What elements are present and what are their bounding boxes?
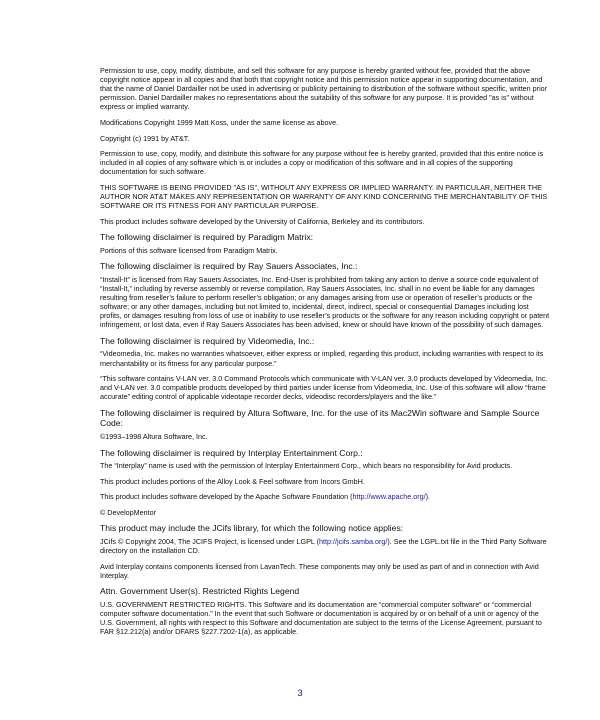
- ray-sauers-heading: The following disclaimer is required by Ray Sauers Associates, Inc.:: [100, 261, 358, 272]
- jcifs-paragraph: [100, 537, 550, 555]
- government-heading: Attn. Government User(s). Restricted Rights Legend: [100, 586, 300, 597]
- att-permission-paragraph: Permission to use, copy, modify, and distribute this software for any purpose without fee is hereby granted, provided that this entire notice is included in all copies of any software which is or includes a copy or modification of this software and in all copies of the supporting documentation for such software.: [100, 149, 544, 177]
- videomedia-warranty-paragraph: “Videomedia, Inc. makes no warranties whatsoever, either express or implied, regarding this product, including warranties with respect to its merchantability or its fitness for any particular purpose.”: [100, 349, 544, 368]
- videomedia-vlan-paragraph: “This software contains V-LAN ver. 3.0 Command Protocols which communicate with V-LAN ver. 3.0 products developed by Videomedia, Inc. and V-LAN ver. 3.0 compatible products developed by third parties under license from Videomedia, Inc. Use of this software will allow “frame accurate” editing control of applicable videotape recorder decks, videodisc recorders/players and the like.”: [100, 374, 548, 402]
- apache-paragraph: [100, 492, 550, 501]
- paradigm-heading: The following disclaimer is required by Paradigm Matrix:: [100, 232, 314, 243]
- legal-notices-page: [100, 66, 550, 643]
- jcifs-heading: This product may include the JCifs library, for which the following notice applies:: [100, 523, 404, 534]
- att-copyright-paragraph: Copyright (c) 1991 by AT&T.: [100, 133, 190, 143]
- interplay-paragraph: The “Interplay” name is used with the permission of Interplay Entertainment Corp., which bears no responsibility for Avid products.: [100, 461, 513, 471]
- alloy-paragraph: This product includes portions of the Alloy Look & Feel software from Incors GmbH.: [100, 476, 365, 486]
- lavantech-paragraph: Avid Interplay contains components licensed from LavanTech. These components may only be used as part of and in connection with Avid Interplay.: [100, 561, 539, 580]
- videomedia-heading: The following disclaimer is required by Videomedia, Inc.:: [100, 335, 315, 346]
- apache-link[interactable]: http://www.apache.org/: [352, 492, 426, 502]
- apache-text-post: ).: [425, 492, 431, 502]
- att-warranty-paragraph: THIS SOFTWARE IS BEING PROVIDED "AS IS", WITHOUT ANY EXPRESS OR IMPLIED WARRANTY. IN PARTICULAR, NEITHER THE AUTHOR NOR AT&T MAKES ANY REPRESENTATION OR WARRANTY OF ANY KIND CONCERNING THE MERCHANTABILITY OF THIS SOFTWARE OR ITS FITNESS FOR ANY PARTICULAR PURPOSE.: [100, 182, 548, 211]
- altura-copyright-paragraph: ©1993–1998 Altura Software, Inc.: [100, 431, 208, 441]
- berkeley-paragraph: This product includes software developed by the University of California, Berkeley and its contributors.: [100, 216, 425, 226]
- developmentor-paragraph: © DevelopMentor: [100, 507, 157, 517]
- jcifs-text-post: ). See the LGPL.txt file in the Third Party Software directory on the installation CD.: [100, 536, 547, 555]
- koss-modifications-paragraph: Modifications Copyright 1999 Matt Koss, under the same license as above.: [100, 117, 339, 127]
- dardailler-permission-paragraph: Permission to use, copy, modify, distribute, and sell this software for any purpose is hereby granted without fee, provided that the above copyright notice appear in all copies and that both that copyright notice and this permission notice appear in supporting documentation, and that the name of Daniel Dardailler not be used in advertising or publicity pertaining to distribution of the software without specific, written prior permission. Daniel Dardailler makes no representations about the suitability of this software for any purpose. It is provided "as is" without express or implied warranty.: [100, 66, 548, 112]
- government-rights-paragraph: U.S. GOVERNMENT RESTRICTED RIGHTS. This Software and its documentation are “commercial computer software” or “commercial computer software documentation.” In the event that such Software or documentation is acquired by or on behalf of a unit or agency of the U.S. Government, all rights with respect to this Software and documentation are subject to the terms of the License Agreement, pursuant to FAR §12.212(a) and/or DFARS §227.7202-1(a), as applicable.: [100, 599, 542, 637]
- jcifs-text-pre: JCifs © Copyright 2004, The JCIFS Project, is licensed under LGPL (: [100, 536, 320, 546]
- paradigm-paragraph: Portions of this software licensed from Paradigm Matrix.: [100, 245, 278, 255]
- page-number: 3: [297, 688, 303, 699]
- ray-sauers-paragraph: “Install-It” is licensed from Ray Sauers Associates, Inc. End-User is prohibited from taking any action to derive a source code equivalent of “Install-It,” including by reverse assembly or reverse compilation, Ray Sauers Associates, Inc. shall in no event be liable for any damages resulting from reseller’s failure to perform reseller’s obligation; or any damages arising from use or operation of reseller’s products or the software; or any other damages, including but not limited to, incidental, direct, indirect, special or consequential Damages including lost profits, or damages resulting from loss of use or inability to use reseller’s products or the software for any reason including copyright or patent infringement, or lost data, even if Ray Sauers Associates has been advised, knew or should have known of the possibility of such damages.: [100, 274, 550, 330]
- interplay-heading: The following disclaimer is required by Interplay Entertainment Corp.:: [100, 447, 363, 458]
- apache-text-pre: This product includes software developed by the Apache Software Foundation (: [100, 492, 353, 502]
- altura-heading: The following disclaimer is required by Altura Software, Inc. for the use of its Mac2Win software and Sample Source Code:: [100, 407, 540, 429]
- jcifs-link[interactable]: http://jcifs.samba.org/: [319, 536, 388, 546]
